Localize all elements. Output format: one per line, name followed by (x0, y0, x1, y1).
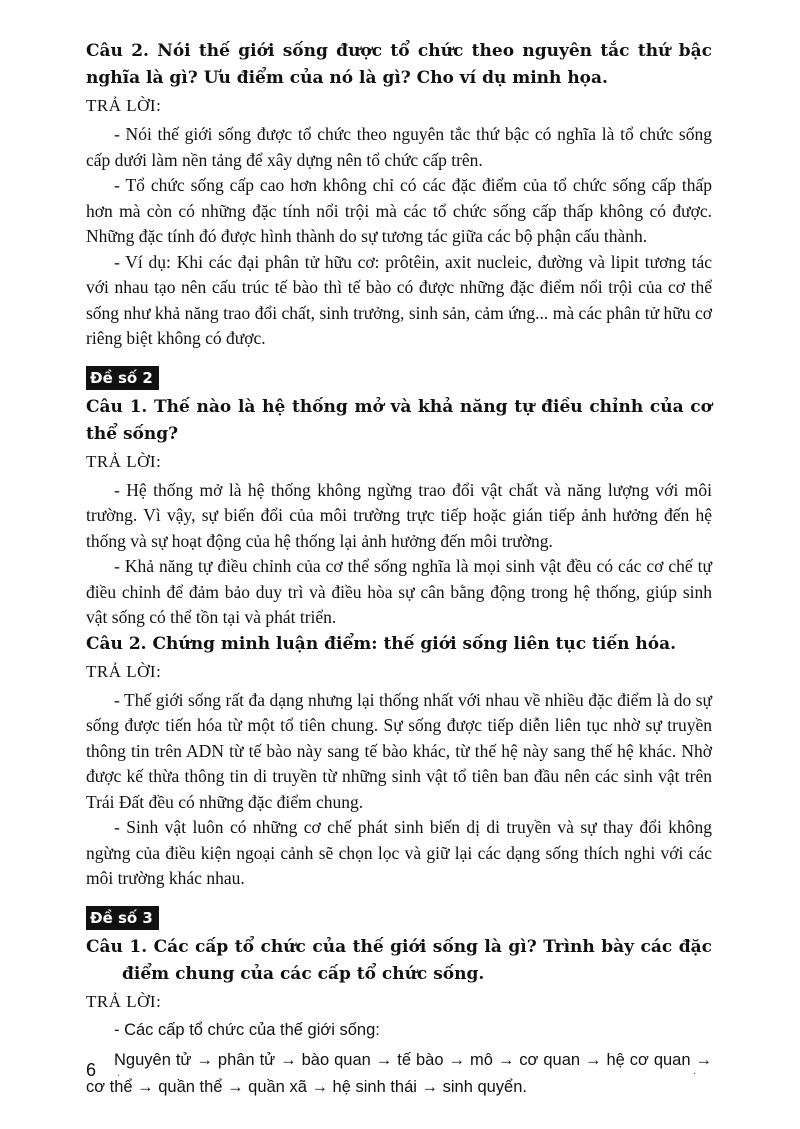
answer-paragraph: - Sinh vật luôn có những cơ chế phát sinh biến dị di truyền và sự thay đổi không ngừng của điều kiện ngoại cảnh sẽ chọn lọc và giữ lại các dạng sống thích nghi với các môi trường khác nhau. (86, 817, 712, 888)
answer-paragraph: - Nói thế giới sống được tổ chức theo nguyên tắc thứ bậc có nghĩa là tổ chức sống cấp dưới làm nền tảng để xây dựng nên tổ chức cấp trên. (86, 124, 712, 170)
speck: . (117, 1068, 121, 1079)
answer-label: TRẢ LỜI: (86, 661, 162, 681)
question-heading: Câu 1. Các cấp tổ chức của thế giới sống là gì? Trình bày các đặc điểm chung của các cấp tổ chức sống. (86, 936, 712, 984)
section-heading: Đề số 2 (86, 366, 159, 390)
section-heading-wrap (86, 892, 712, 934)
answer-paragraph: - Tổ chức sống cấp cao hơn không chỉ có các đặc điểm của tổ chức sống cấp thấp hơn mà còn có những đặc tính nổi trội mà các tổ chức sống cấp thấp không có được. Những đặc tính đó được hình thành do sự tương tác giữa các bộ phận cấu thành. (86, 175, 712, 246)
answer-paragraph: - Thế giới sống rất đa dạng nhưng lại thống nhất với nhau về nhiều đặc điểm là do sự sống được tiến hóa từ một tổ tiên chung. Sự sống được tiếp diễn liên tục nhờ sự truyền thông tin trên ADN từ tế bào này sang tế bào khác, từ thế hệ này sang thế hệ khác. Nhờ được kế thừa thông tin di truyền từ những sinh vật tổ tiên ban đầu nên các sinh vật trên Trái Đất đều có những đặc điểm chung. (86, 689, 712, 812)
speck: . (693, 1066, 697, 1077)
answer-paragraph: - Ví dụ: Khi các đại phân tử hữu cơ: prôtêin, axit nucleic, đường và lipit tương tác với nhau tạo nên cấu trúc tế bào thì tế bào có được những đặc điểm nổi trội của cơ thể sống như khả năng trao đổi chất, sinh trưởng, sinh sản, cảm ứng... mà các phân tử hữu cơ riêng biệt không có được. (86, 251, 712, 348)
answer-paragraph: - Hệ thống mở là hệ thống không ngừng trao đổi vật chất và năng lượng với môi trường. Vì vậy, sự biến đổi của môi trường trực tiếp hoặc gián tiếp ảnh hưởng đến hệ thống và sự hoạt động của hệ thống lại ảnh hưởng đến môi trường. (86, 479, 712, 551)
page-number: 6 (86, 1060, 97, 1080)
answer-label: TRẢ LỜI: (86, 451, 162, 471)
answer-label: TRẢ LỜI: (86, 96, 162, 115)
answer-paragraph: - Khả năng tự điều chỉnh của cơ thể sống nghĩa là mọi sinh vật đều có các cơ chế tự điều chỉnh để đảm bảo duy trì và điều hòa sự cân bằng động trong hệ thống, giúp sinh vật sống có thể tồn tại và phát triển. (86, 556, 712, 627)
answer-label: TRẢ LỜI: (86, 991, 162, 1011)
section-heading: Đề số 3 (86, 906, 159, 930)
question-heading: Câu 1. Thế nào là hệ thống mở và khả năng tự điều chỉnh của cơ thể sống? (86, 396, 712, 444)
organization-chain: Nguyên tử → phân tử → bào quan → tế bào → mô → cơ quan → hệ cơ quan → cơ thể → quần thể → quần xã → hệ sinh thái → sinh quyển. (86, 1051, 712, 1096)
question-heading: Câu 2. Chứng minh luận điểm: thế giới sống liên tục tiến hóa. (86, 633, 677, 654)
section-heading-wrap (86, 352, 712, 394)
answer-paragraph: - Các cấp tổ chức của thế giới sống: (114, 1020, 380, 1039)
page-content (86, 38, 712, 1101)
question-heading: Câu 2. Nói thế giới sống được tổ chức theo nguyên tắc thứ bậc nghĩa là gì? Ưu điểm của nó là gì? Cho ví dụ minh họa. (86, 41, 712, 88)
